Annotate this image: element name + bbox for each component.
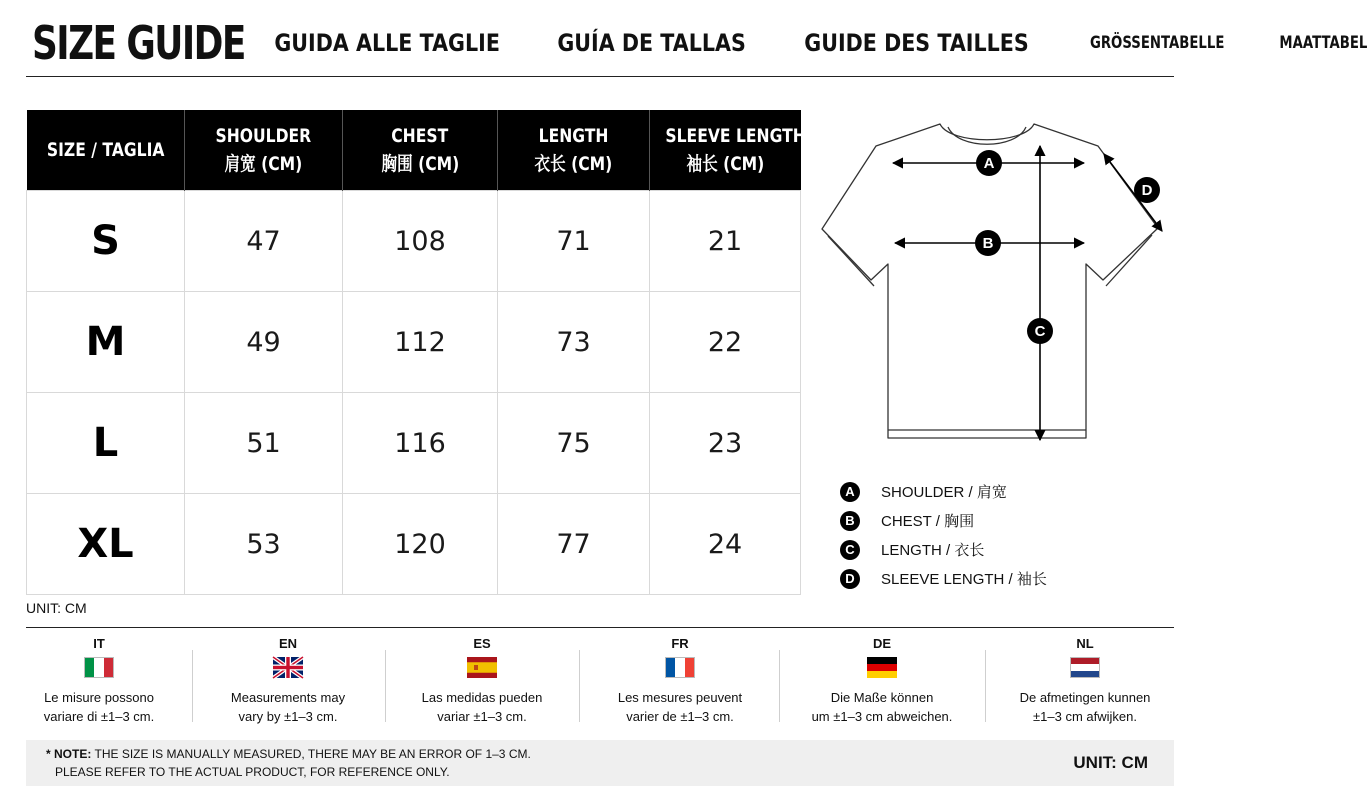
measurement-legend: [840, 477, 1047, 593]
size-table: [26, 110, 806, 595]
legend-item: [840, 506, 1047, 535]
shoulder-cell: 53: [185, 494, 343, 595]
column-header-sleeve-length: SLEEVE LENGTH 袖长 (CM): [650, 110, 801, 191]
label-d-badge: [1134, 177, 1160, 203]
shoulder-cell: 51: [185, 393, 343, 494]
spain-flag-icon: [467, 657, 497, 678]
length-cell: 77: [498, 494, 650, 595]
note-star: *: [46, 747, 51, 761]
length-cell: 75: [498, 393, 650, 494]
length-cell: 71: [498, 191, 650, 292]
tshirt-diagram: [815, 115, 1175, 455]
shoulder-cell: 47: [185, 191, 343, 292]
chest-cell: 120: [343, 494, 498, 595]
language-notes: [0, 636, 1200, 732]
germany-flag-icon: [867, 657, 897, 678]
legend-badge: A: [840, 482, 860, 502]
sleeve-length-cell: 21: [650, 191, 801, 292]
title-fr: GUIDE DES TAILLES: [803, 29, 1029, 57]
title-nl: MAATTABEL: [1279, 33, 1367, 53]
size-cell: XL: [27, 494, 185, 595]
size-cell: L: [27, 393, 185, 494]
column-header-length: LENGTH 衣长 (CM): [498, 110, 650, 191]
shoulder-cell: 49: [185, 292, 343, 393]
lang-note-line: variar ±1–3 cm.: [437, 709, 527, 724]
lang-note-line: um ±1–3 cm abweichen.: [811, 709, 953, 724]
lang-note-line: ±1–3 cm afwijken.: [1033, 709, 1137, 724]
sleeve-length-cell: 23: [650, 393, 801, 494]
lang-note-line: Les mesures peuvent: [617, 690, 743, 705]
note-box: [26, 740, 1174, 786]
legend-item: [840, 564, 1047, 593]
lang-code: ES: [473, 636, 491, 651]
title-es: GUÍA DE TALLAS: [557, 29, 747, 57]
divider: [192, 650, 193, 722]
lang-code: FR: [671, 636, 689, 651]
lang-col-de: [792, 636, 972, 726]
divider: [579, 650, 580, 722]
table-header-row: [27, 110, 801, 191]
note-line-1: [46, 747, 531, 761]
lang-col-it: [9, 636, 189, 726]
title-it: GUIDA ALLE TAGLIE: [274, 29, 500, 57]
lang-note-line: vary by ±1–3 cm.: [238, 709, 338, 724]
legend-item: [840, 535, 1047, 564]
header: [32, 12, 1367, 74]
label-b-badge: [975, 230, 1001, 256]
netherlands-flag-icon: [1070, 657, 1100, 678]
divider: [985, 650, 986, 722]
lang-col-fr: [590, 636, 770, 726]
uk-flag-icon: [273, 657, 303, 678]
title-de: GRÖSSENTABELLE: [1089, 33, 1224, 53]
svg-text:C: C: [1034, 323, 1046, 340]
chest-cell: 116: [343, 393, 498, 494]
table-row: [27, 494, 801, 595]
label-a-badge: [976, 150, 1002, 176]
length-cell: 73: [498, 292, 650, 393]
lang-note-line: Measurements may: [230, 690, 346, 705]
legend-label: SHOULDER / 肩宽: [881, 484, 1007, 501]
divider: [779, 650, 780, 722]
svg-text:B: B: [982, 235, 994, 252]
legend-label: CHEST / 胸围: [881, 513, 975, 530]
unit-badge: UNIT: CM: [1073, 753, 1148, 772]
column-header-size: SIZE / TAGLIA: [27, 110, 185, 191]
lang-note-line: Las medidas pueden: [421, 690, 543, 705]
sleeve-length-cell: 22: [650, 292, 801, 393]
legend-item: [840, 477, 1047, 506]
lang-note-line: Le misure possono: [44, 690, 154, 705]
table-row: [27, 191, 801, 292]
lang-note-line: Die Maße können: [830, 690, 934, 705]
sleeve-length-cell: 24: [650, 494, 801, 595]
legend-badge: B: [840, 511, 860, 531]
legend-badge: C: [840, 540, 860, 560]
chest-cell: 112: [343, 292, 498, 393]
lang-code: DE: [872, 636, 892, 651]
france-flag-icon: [665, 657, 695, 678]
unit-label: UNIT: CM: [26, 600, 87, 616]
note-text: THE SIZE IS MANUALLY MEASURED, THERE MAY BE AN ERROR OF 1–3 CM.: [94, 747, 531, 761]
divider: [385, 650, 386, 722]
lang-col-en: [198, 636, 378, 726]
legend-badge: D: [840, 569, 860, 589]
legend-label: LENGTH / 衣长: [881, 542, 985, 559]
lang-code: IT: [93, 636, 105, 651]
svg-text:A: A: [983, 155, 995, 172]
label-c-badge: [1027, 318, 1053, 344]
lang-col-nl: [995, 636, 1175, 726]
legend-label: SLEEVE LENGTH / 袖长: [881, 571, 1047, 588]
lang-code: EN: [278, 636, 298, 651]
column-header-chest: CHEST 胸围 (CM): [343, 110, 498, 191]
header-rule: [26, 76, 1174, 77]
page-title: SIZE GUIDE: [32, 16, 245, 70]
svg-text:D: D: [1141, 182, 1153, 199]
lang-note-line: De afmetingen kunnen: [1019, 690, 1151, 705]
size-cell: M: [27, 292, 185, 393]
note-label: NOTE:: [54, 747, 92, 761]
italy-flag-icon: [84, 657, 114, 678]
note-line-2: PLEASE REFER TO THE ACTUAL PRODUCT, FOR REFERENCE ONLY.: [55, 765, 450, 779]
lang-col-es: [392, 636, 572, 726]
table-row: [27, 393, 801, 494]
section-rule: [26, 627, 1174, 628]
lang-note-line: variare di ±1–3 cm.: [43, 709, 155, 724]
lang-note-line: varier de ±1–3 cm.: [626, 709, 734, 724]
table-row: [27, 292, 801, 393]
chest-cell: 108: [343, 191, 498, 292]
size-cell: S: [27, 191, 185, 292]
column-header-shoulder: SHOULDER 肩宽 (CM): [185, 110, 343, 191]
lang-code: NL: [1076, 636, 1094, 651]
